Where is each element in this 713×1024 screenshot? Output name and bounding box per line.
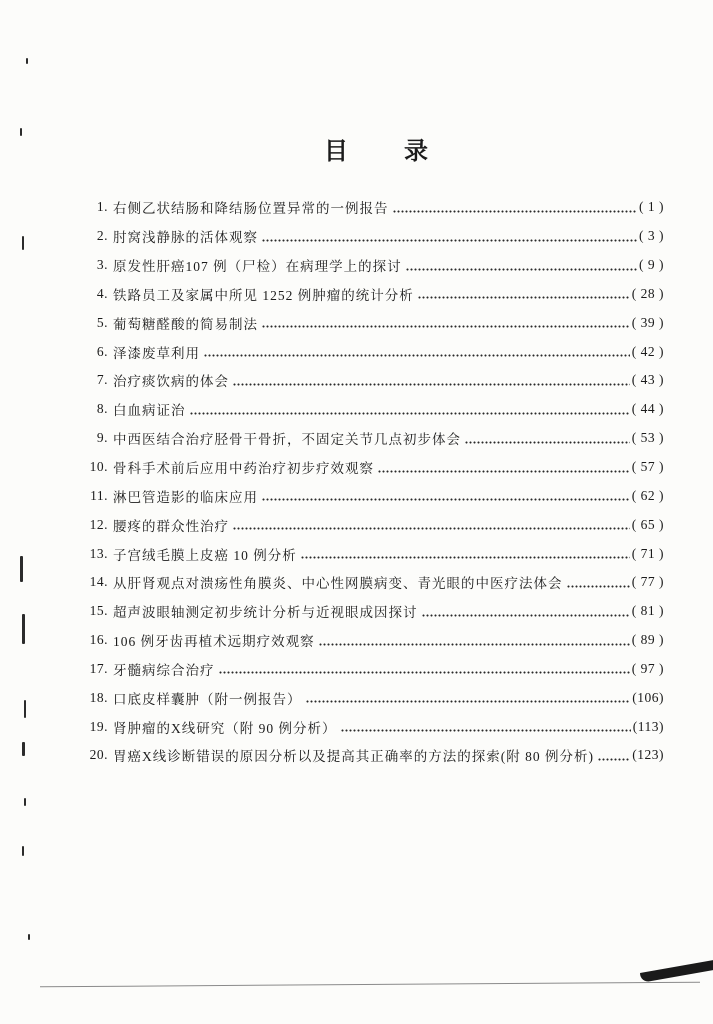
toc-entry <box>82 251 664 280</box>
dot-leader <box>598 758 630 761</box>
toc-entry <box>82 337 664 366</box>
toc-entry <box>82 539 664 568</box>
dot-leader <box>233 383 630 386</box>
dot-leader <box>418 296 630 299</box>
entry-page-number: ( 3 ) <box>639 228 664 244</box>
toc-entry <box>82 280 664 309</box>
entry-title: 治疗痰饮病的体会 <box>113 374 229 390</box>
dot-leader <box>567 585 630 588</box>
scan-artifact <box>22 614 25 644</box>
entry-page-number: (113) <box>632 718 664 734</box>
dot-leader <box>393 210 638 213</box>
entry-number: 6. <box>96 343 108 359</box>
dot-leader <box>204 354 630 357</box>
entry-title: 骨科手术前后应用中药治疗初步疗效观察 <box>113 461 374 477</box>
toc-entry <box>82 193 664 222</box>
entry-title: 中西医结合治疗胫骨干骨折，不固定关节几点初步体会 <box>113 432 461 448</box>
scan-artifact <box>28 934 30 940</box>
toc-entry <box>82 655 664 684</box>
scan-artifact <box>26 58 28 64</box>
dot-leader <box>422 614 630 617</box>
toc-entry <box>82 510 664 539</box>
toc-entry <box>82 481 664 510</box>
entry-number: 7. <box>96 372 108 388</box>
entry-number: 10. <box>89 459 108 475</box>
entry-number: 3. <box>96 257 108 273</box>
entry-page-number: ( 43 ) <box>631 372 664 388</box>
entry-number: 9. <box>96 430 108 446</box>
entry-page-number: ( 62 ) <box>631 487 664 503</box>
entry-title: 白血病证治 <box>113 403 186 419</box>
entry-page-number: ( 65 ) <box>631 516 664 532</box>
toc-entry <box>82 712 664 741</box>
page-title: 目 录 <box>324 139 428 165</box>
scan-artifact <box>22 846 24 856</box>
entry-page-number: ( 39 ) <box>631 314 664 330</box>
entry-number: 12. <box>89 516 108 532</box>
toc-entry <box>82 741 664 770</box>
entry-page-number: ( 81 ) <box>631 603 664 619</box>
scan-artifact <box>22 236 24 250</box>
toc-entry <box>82 626 664 655</box>
entry-page-number: (106) <box>632 689 664 705</box>
entry-number: 20. <box>89 747 108 763</box>
entry-number: 1. <box>96 199 108 215</box>
entry-title: 铁路员工及家属中所见 1252 例肿瘤的统计分析 <box>113 287 414 303</box>
entry-page-number: ( 9 ) <box>639 257 664 273</box>
entry-page-number: ( 1 ) <box>639 199 664 215</box>
dot-leader <box>378 470 630 473</box>
dot-leader <box>319 643 630 646</box>
scan-artifact <box>24 798 26 806</box>
entry-page-number: ( 71 ) <box>631 545 664 561</box>
entry-number: 4. <box>96 285 108 301</box>
entry-title: 腰疼的群众性治疗 <box>113 518 229 534</box>
entry-number: 13. <box>89 545 108 561</box>
entry-title: 原发性肝癌107 例（尸检）在病理学上的探讨 <box>113 259 402 275</box>
entry-number: 19. <box>89 718 108 734</box>
entry-number: 11. <box>90 487 108 503</box>
entry-number: 5. <box>96 314 108 330</box>
entry-page-number: ( 89 ) <box>631 632 664 648</box>
dot-leader <box>233 527 630 530</box>
entry-number: 15. <box>89 603 108 619</box>
entry-title: 牙髓病综合治疗 <box>113 662 215 678</box>
toc-entry <box>82 683 664 712</box>
dot-leader <box>190 412 630 415</box>
scan-artifact <box>22 742 25 756</box>
scan-artifact <box>24 700 26 718</box>
dot-leader <box>262 498 630 501</box>
entry-number: 18. <box>89 689 108 705</box>
dot-leader <box>465 441 630 444</box>
toc-entry <box>82 453 664 482</box>
toc-entry <box>82 366 664 395</box>
entry-page-number: ( 77 ) <box>631 574 664 590</box>
entry-page-number: ( 44 ) <box>631 401 664 417</box>
entry-number: 2. <box>96 228 108 244</box>
dot-leader <box>306 700 631 703</box>
toc-entry <box>82 568 664 597</box>
entry-title: 肘窝浅静脉的活体观察 <box>113 230 258 246</box>
entry-title: 超声波眼轴测定初步统计分析与近视眼成因探讨 <box>113 605 418 621</box>
entry-number: 14. <box>89 574 108 590</box>
entry-page-number: ( 42 ) <box>631 343 664 359</box>
entry-title: 从肝肾观点对溃疡性角膜炎、中心性网膜病变、青光眼的中医疗法体会 <box>113 576 563 592</box>
entry-title: 葡萄糖醛酸的简易制法 <box>113 316 258 332</box>
scan-artifact <box>20 556 23 582</box>
entry-title: 子宫绒毛膜上皮癌 10 例分析 <box>113 547 297 563</box>
toc-entry <box>82 308 664 337</box>
entry-number: 17. <box>89 660 108 676</box>
entry-title: 肾肿瘤的X线研究（附 90 例分析） <box>113 720 337 736</box>
toc-entry <box>82 222 664 251</box>
entry-page-number: ( 28 ) <box>631 285 664 301</box>
entry-page-number: (123) <box>632 747 664 763</box>
entry-title: 口底皮样囊肿（附一例报告） <box>113 691 302 707</box>
entry-number: 16. <box>89 632 108 648</box>
dot-leader <box>262 239 637 242</box>
entry-title: 泽漆废草利用 <box>113 345 200 361</box>
dot-leader <box>341 729 631 732</box>
dot-leader <box>219 671 630 674</box>
dot-leader <box>406 268 637 271</box>
dot-leader <box>301 556 630 559</box>
scan-edge-shadow <box>640 959 713 983</box>
scan-edge-line <box>40 982 700 988</box>
entry-page-number: ( 57 ) <box>631 459 664 475</box>
toc-entry <box>82 424 664 453</box>
entry-title: 淋巴管造影的临床应用 <box>113 489 258 505</box>
toc-entry <box>82 395 664 424</box>
scan-artifact <box>20 128 22 136</box>
entry-page-number: ( 53 ) <box>631 430 664 446</box>
entry-title: 右侧乙状结肠和降结肠位置异常的一例报告 <box>113 201 389 217</box>
toc-entry <box>82 597 664 626</box>
entry-title: 106 例牙齿再植术远期疗效观察 <box>113 634 315 650</box>
entry-page-number: ( 97 ) <box>631 660 664 676</box>
table-of-contents <box>82 193 664 770</box>
entry-number: 8. <box>96 401 108 417</box>
entry-title: 胃癌X线诊断错误的原因分析以及提高其正确率的方法的探索(附 80 例分析) <box>113 749 594 765</box>
dot-leader <box>262 325 630 328</box>
